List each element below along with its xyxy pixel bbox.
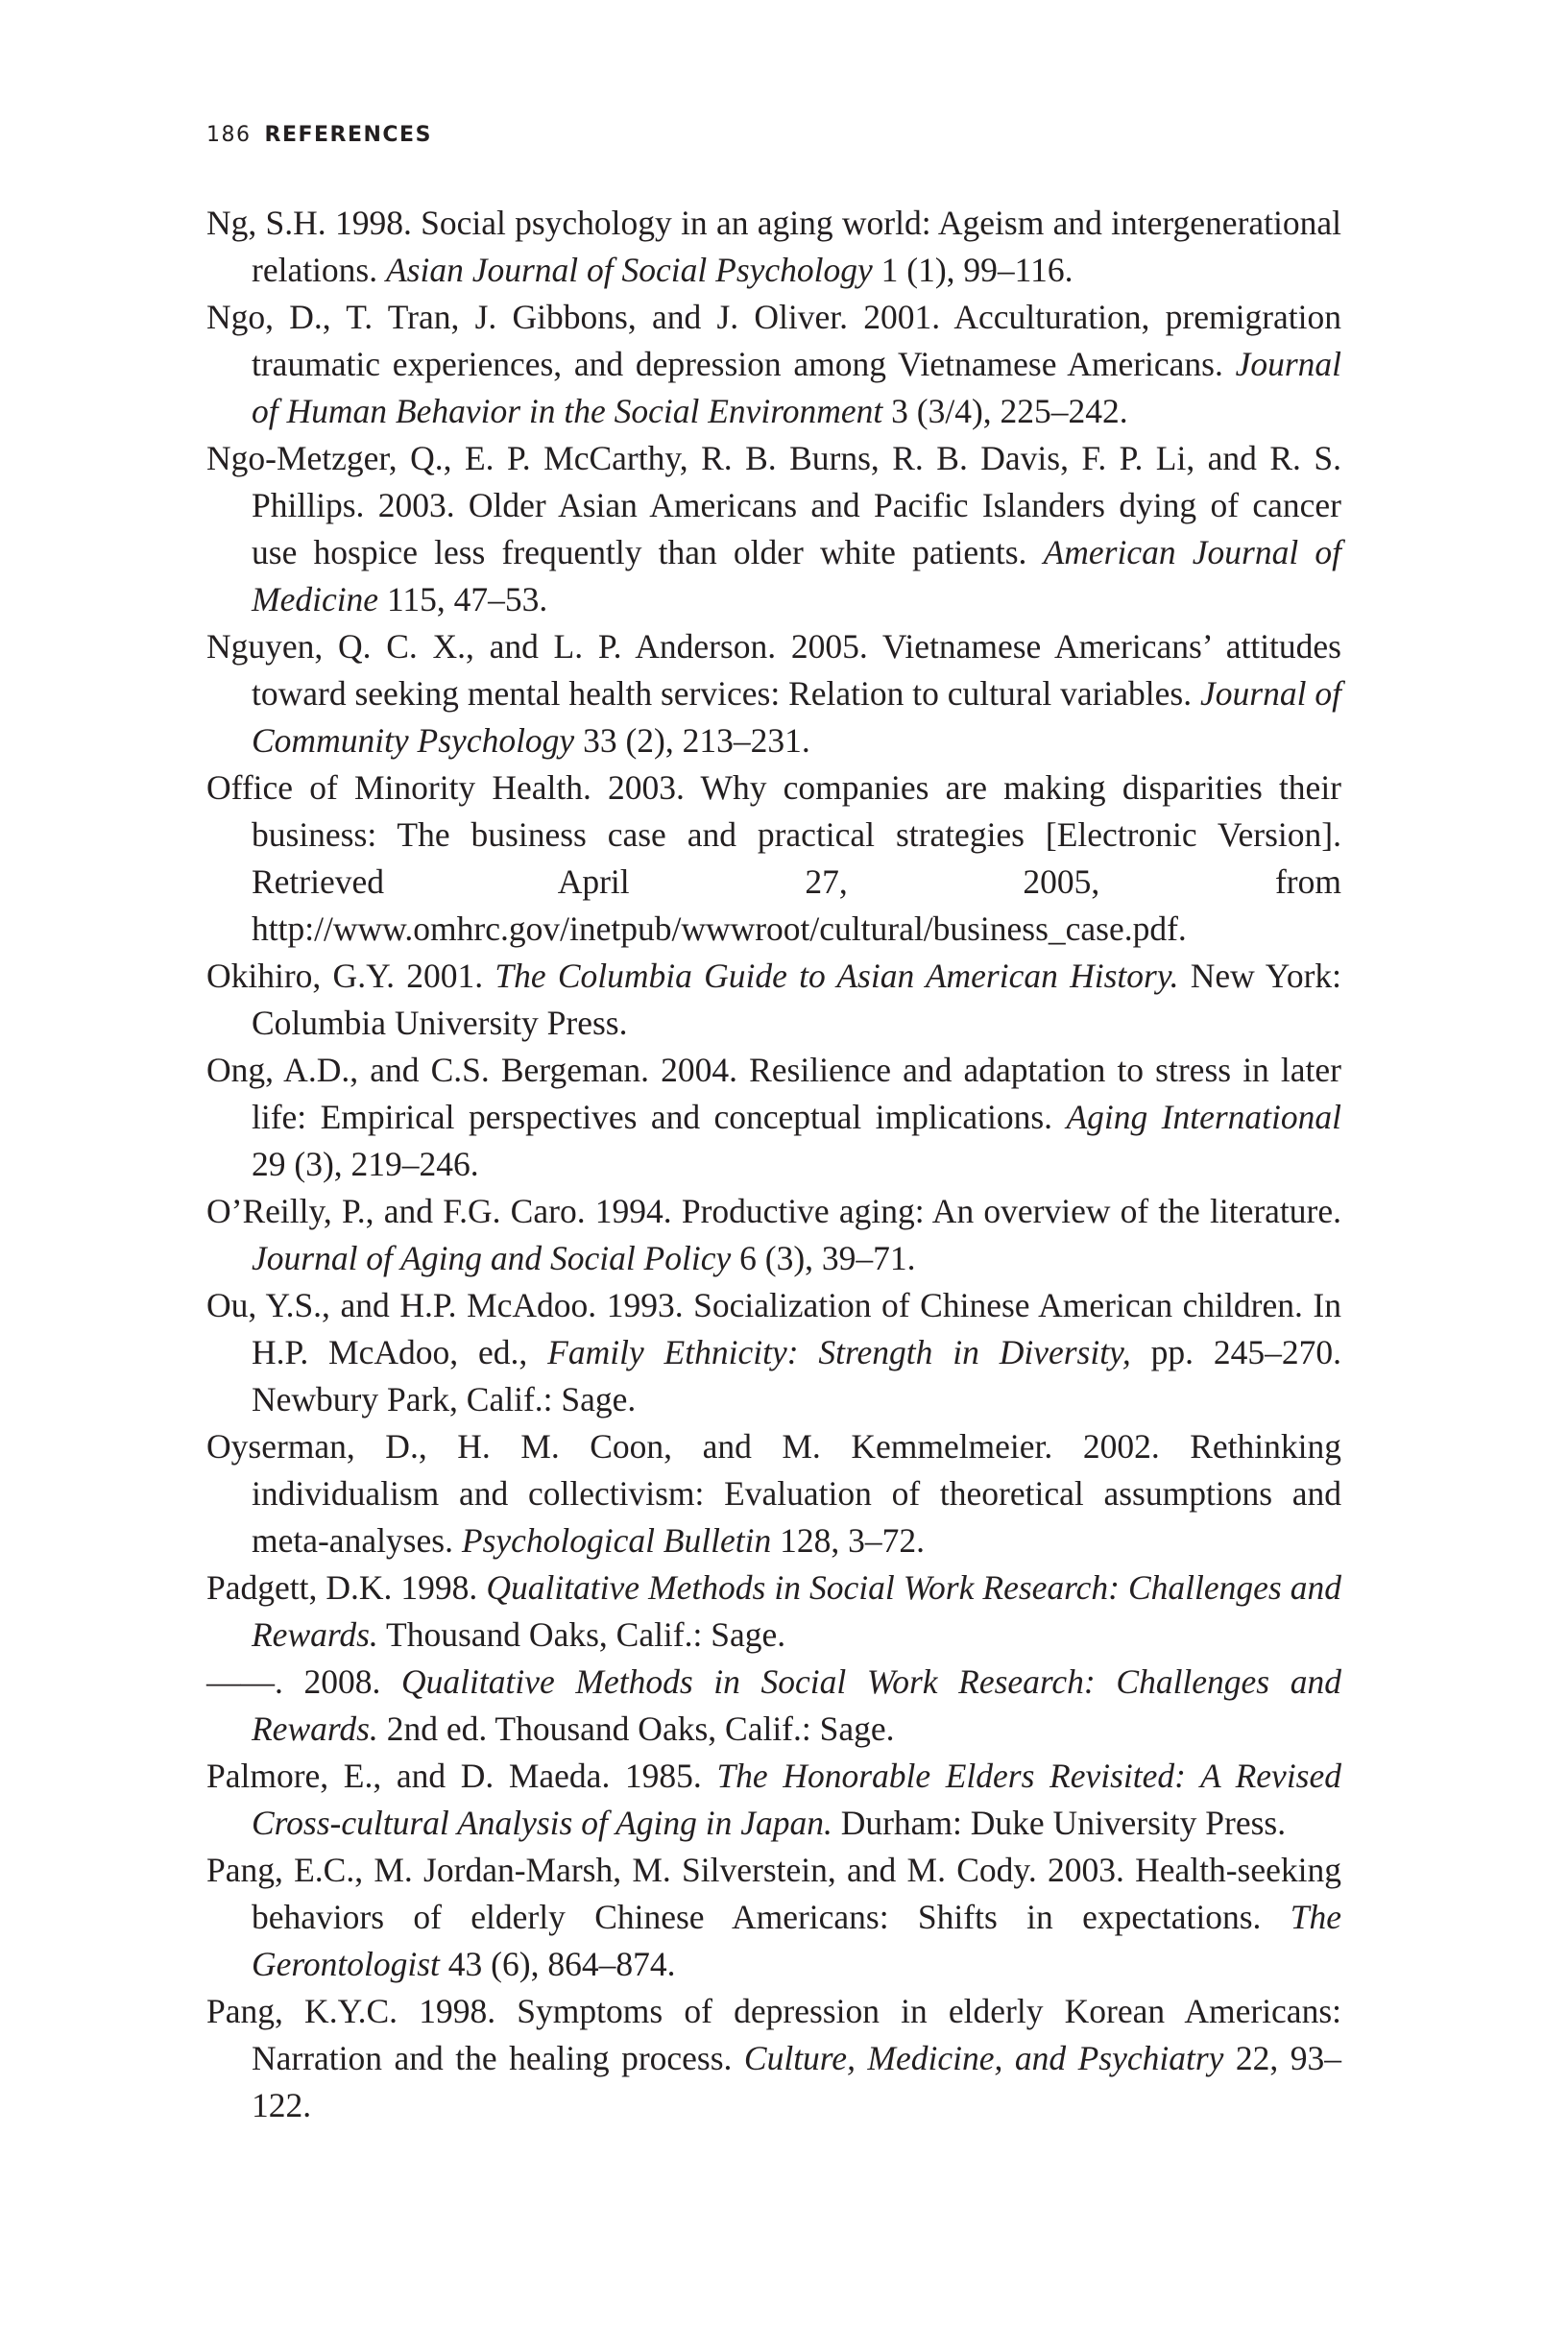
- reference-list: [206, 200, 1341, 2129]
- reference-entry: O’Reilly, P., and F.G. Caro. 1994. Productive aging: An overview of the literature. Journal of Aging and Social Policy 6 (3), 39–71.: [206, 1192, 1341, 1277]
- reference-entry: Office of Minority Health. 2003. Why companies are making disparities their business: The business case and practical strategies [Electronic Version]. Retrieved April 27, 2005, from http://www.omhrc.gov/inetpub/wwwroot/cultural/business_case.pdf.: [206, 768, 1341, 948]
- reference-entry: Okihiro, G.Y. 2001. The Columbia Guide to Asian American History. New York: Columbia University Press.: [206, 957, 1342, 1042]
- reference-entry: Ngo, D., T. Tran, J. Gibbons, and J. Oliver. 2001. Acculturation, premigration traumatic experiences, and depression among Vietnamese Americans. Journal of Human Behavior in the Social Environment 3 (3/4), 225–242.: [206, 298, 1341, 430]
- reference-entry: Ngo-Metzger, Q., E. P. McCarthy, R. B. Burns, R. B. Davis, F. P. Li, and R. S. Phillips. 2003. Older Asian Americans and Pacific Islanders dying of cancer use hospice less frequently than older white patients. American Journal of Medicine 115, 47–53.: [206, 439, 1342, 618]
- reference-entry: Ong, A.D., and C.S. Bergeman. 2004. Resilience and adaptation to stress in later life: Empirical perspectives and conceptual implications. Aging International 29 (3), 219–246.: [206, 1051, 1341, 1183]
- reference-entry: Padgett, D.K. 1998. Qualitative Methods in Social Work Research: Challenges and Rewards. Thousand Oaks, Calif.: Sage.: [206, 1568, 1341, 1654]
- reference-entry: Nguyen, Q. C. X., and L. P. Anderson. 2005. Vietnamese Americans’ attitudes toward seeking mental health services: Relation to cultural variables. Journal of Community Psychology 33 (2), 213–231.: [206, 627, 1341, 760]
- running-head: [206, 123, 432, 147]
- section-title: REFERENCES: [264, 123, 432, 147]
- page-number: 186: [206, 123, 252, 147]
- reference-entry: Pang, K.Y.C. 1998. Symptoms of depression in elderly Korean Americans: Narration and the healing process. Culture, Medicine, and Psychiatry 22, 93–122.: [206, 1992, 1341, 2124]
- reference-entry: Ou, Y.S., and H.P. McAdoo. 1993. Socialization of Chinese American children. In H.P. McAdoo, ed., Family Ethnicity: Strength in Diversity, pp. 245–270. Newbury Park, Calif.: Sage.: [206, 1286, 1341, 1418]
- reference-entry: ——. 2008. Qualitative Methods in Social Work Research: Challenges and Rewards. 2nd ed. Thousand Oaks, Calif.: Sage.: [206, 1662, 1342, 1748]
- reference-entry: Pang, E.C., M. Jordan-Marsh, M. Silverstein, and M. Cody. 2003. Health-seeking behaviors of elderly Chinese Americans: Shifts in expectations. The Gerontologist 43 (6), 864–874.: [206, 1851, 1341, 1983]
- reference-entry: Palmore, E., and D. Maeda. 1985. The Honorable Elders Revisited: A Revised Cross-cultural Analysis of Aging in Japan. Durham: Duke University Press.: [206, 1757, 1341, 1842]
- reference-entry: Oyserman, D., H. M. Coon, and M. Kemmelmeier. 2002. Rethinking individualism and collectivism: Evaluation of theoretical assumptions and meta-analyses. Psychological Bulletin 128, 3–72.: [206, 1427, 1341, 1560]
- reference-entry: Ng, S.H. 1998. Social psychology in an aging world: Ageism and intergenerational relations. Asian Journal of Social Psychology 1 (1), 99–116.: [206, 204, 1341, 289]
